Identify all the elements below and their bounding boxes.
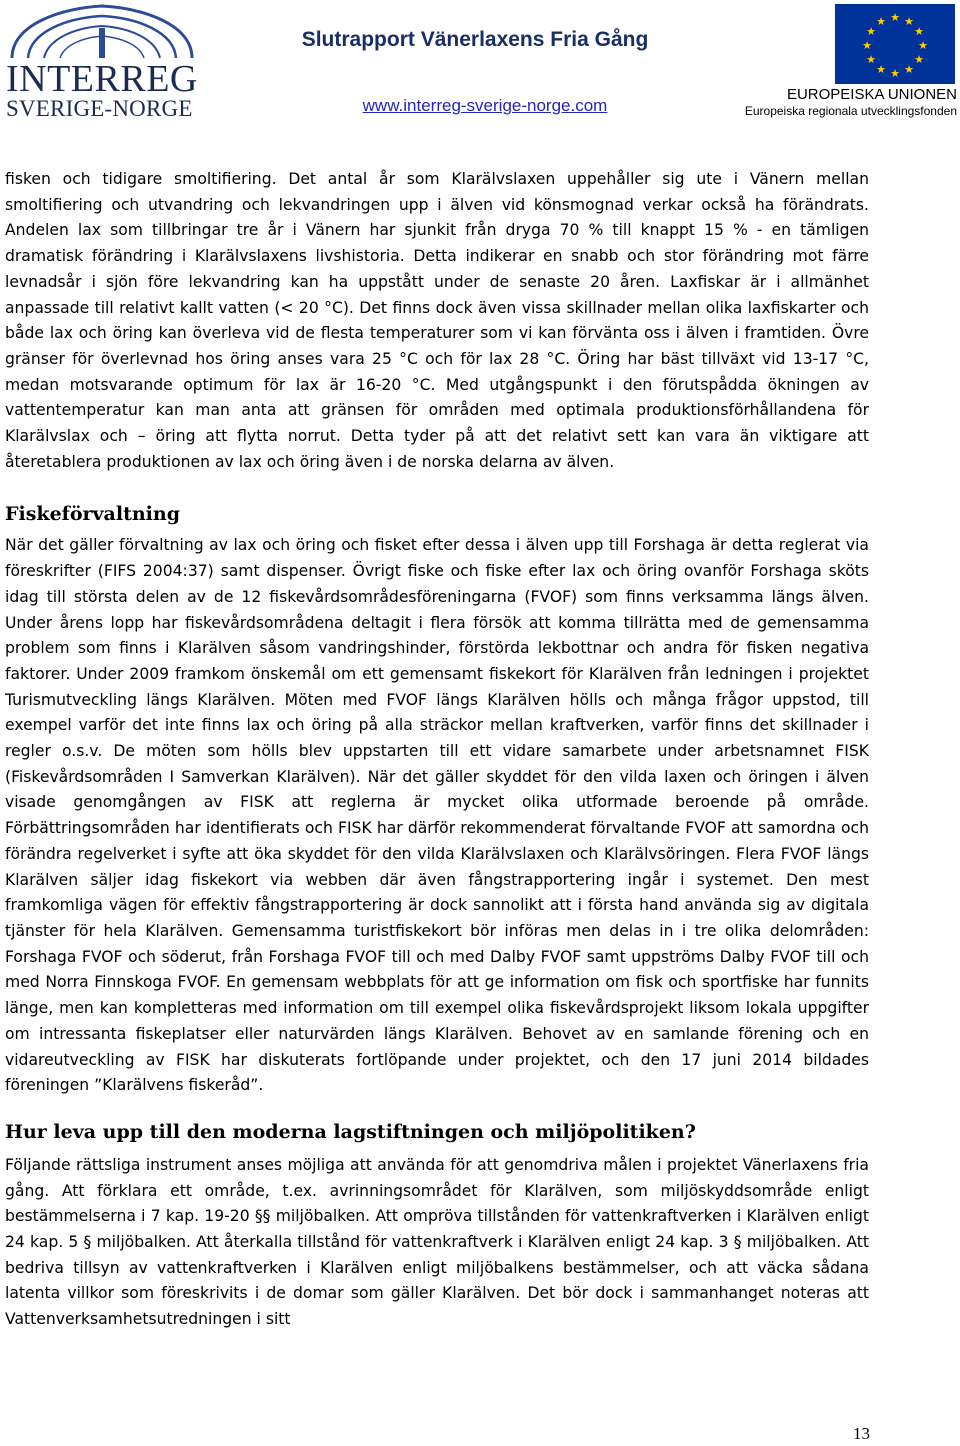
section-heading-fiskeforvaltning: Fiskeförvaltning (5, 503, 180, 526)
svg-text:★: ★ (866, 53, 876, 66)
eu-name: EUROPEISKA UNIONEN (786, 86, 957, 103)
document-title: Slutrapport Vänerlaxens Fria Gång (301, 28, 649, 51)
svg-text:★: ★ (866, 25, 876, 38)
paragraph-lagstiftning: Följande rättsliga instrument anses möjliga att använda för att genomdriva målen i projektet Vänerlaxens fria gång. Att förklara ett område, t.ex. avrinningsområdet för Klarälven, som miljöskyddsområde enligt bestämmelserna i 7 kap. 19-20 §§ miljöbalken. Att ompröva tillstånden för vattenkraftverken i Klarälven enligt 24 kap. 5 § miljöbalken. Att återkalla tillstånd för vattenkraftverk i Klarälven enligt 24 kap. 3 § miljöbalken. Att bedriva tillsyn av vattenkraftverken i Klarälven enligt miljöbalkens bestämmelser, och att väcka sådana latenta villkor som föreskrivits i de domar som gäller Klarälven. Det bör dock i sammanhanget noteras att Vattenverksamhetsutredningen i sitt (5, 1155, 869, 1329)
page-number: 13 (853, 1424, 870, 1443)
svg-text:★: ★ (876, 63, 886, 76)
document-body (5, 167, 869, 1333)
svg-text:★: ★ (904, 63, 914, 76)
svg-text:★: ★ (862, 39, 872, 52)
eu-fund-name: Europeiska regionala utvecklingsfonden (744, 104, 957, 118)
interreg-logo (2, 4, 202, 120)
svg-text:★: ★ (890, 11, 900, 24)
svg-text:★: ★ (890, 67, 900, 80)
paragraph-climate: fisken och tidigare smoltifiering. Det antal år som Klarälvslaxen uppehåller sig ute i Vänern mellan smoltifiering och utvandring och lekvandringen upp i älven vid könsmognad verkar också ha förändrats. Andelen lax som tillbringar tre år i Vänern har sjunkit från dryga 70 % till knappt 15 % - en tämligen dramatisk förändring i Klarälvslaxens livshistoria. Detta indikerar en snabb och stor förändring mot färre levnadsår i sjön före lekvandring kan ha uppstått under de senaste 20 åren. Laxfiskar är i allmänhet anpassade till relativt kallt vatten (< 20 °C). Det finns dock även vissa skillnader mellan olika laxfiskarter och både lax och öring kan överleva vid de flesta temperaturer som vi kan förvänta oss i älven i framtiden. Övre gränser för överlevnad hos öring anses vara 25 °C och för lax 28 °C. Öring har bäst tillväxt vid 13-17 °C, medan motsvarande optimum för lax är 16-20 °C. Med utgångspunkt i den förutspådda ökningen av vattentemperatur kan man anta att gränsen för områden med optimala produktionsförhållandena för Klarälvslax och – öring att flytta norrut. Detta tyder på att det relativt sett kan vara än viktigare att återetablera produktionen av lax och öring även i de norska delarna av älven. (5, 170, 869, 471)
eu-flag-icon (835, 4, 955, 84)
logo-region-text: SVERIGE-NORGE (6, 96, 193, 121)
interreg-emblem-icon (2, 4, 202, 60)
svg-text:★: ★ (918, 39, 928, 52)
logo-interreg-text: INTERREG (6, 58, 198, 100)
paragraph-fiskeforvaltning: När det gäller förvaltning av lax och öring och fisket efter dessa i älven upp till Forshaga är detta reglerat via föreskrifter (FIFS 2004:37) samt dispenser. Övrigt fiske och fiske efter lax och öring ovanför Forshaga sköts idag till största delen av de 12 fiskevårdsområdesföreningarna (FVOF) som finns verksamma längs älven. Under årens lopp har fiskevårdsområdena deltagit i flera försök att komma tillrätta med de gemensamma problem som finns i Klarälven såsom vandringshinder, förstörda lekbottnar och andra för fisken negativa faktorer. Under 2009 framkom önskemål om ett gemensamt fiskekort för Klarälven från ledningen i projektet Turismutveckling längs Klarälven. Möten med FVOF längs Klarälven hölls och många frågor uppstod, till exempel varför det inte finns lax och öring på alla sträckor mellan kraftverken, varför finns det skillnader i regler o.s.v. De möten som hölls blev uppstarten till ett vidare samarbete under arbetsnamnet FISK (Fiskevårdsområden I Samverkan Klarälven). När det gäller skyddet för den vilda laxen och öringen i älven visade genomgången av FISK att reglerna är mycket olika utformade beroende på område. Förbättringsområden har identifierats och FISK har därför rekommenderat förvaltande FVOF att samordna och förändra regelverket i syfte att öka skyddet för den vilda Klarälvslaxen och Klarälvsöringen. Flera FVOF längs Klarälven säljer idag fiskekort via webben där även fångstrapportering ingår i systemet. Den mest framkomliga vägen för effektiv fångstrapportering är dock sannolikt att i första hand använda sig av digitala tjänster för hela Klarälven. Gemensamma turistfiskekort bör införas men delas in i tre olika delområden: Forshaga FVOF och söderut, från Forshaga FVOF till och med Dalby FVOF samt uppströms Dalby FVOF till och med Norra Finnskoga FVOF. En gemensam webbplats för att ge information om fisk och sportfiske har funnits länge, men kan kompletteras med information om till exempel olika fiskevårdsprojekt liksom lokala uppgifter om intressanta fiskeplatser eller naturvärden längs Klarälven. Behovet av en samlande förening och en vidareutveckling av FISK har diskuterats fortlöpande under projektet, och den 17 juni 2014 bildades föreningen ”Klarälvens fiskeråd”. (5, 536, 869, 1095)
section-heading-lagstiftning: Hur leva upp till den moderna lagstiftningen och miljöpolitiken? (5, 1120, 696, 1143)
svg-text:★: ★ (914, 53, 924, 66)
svg-text:★: ★ (904, 15, 914, 28)
svg-text:★: ★ (876, 15, 886, 28)
website-link[interactable]: www.interreg-sverige-norge.com (362, 96, 608, 115)
svg-text:★: ★ (914, 25, 924, 38)
page-header (0, 0, 960, 140)
